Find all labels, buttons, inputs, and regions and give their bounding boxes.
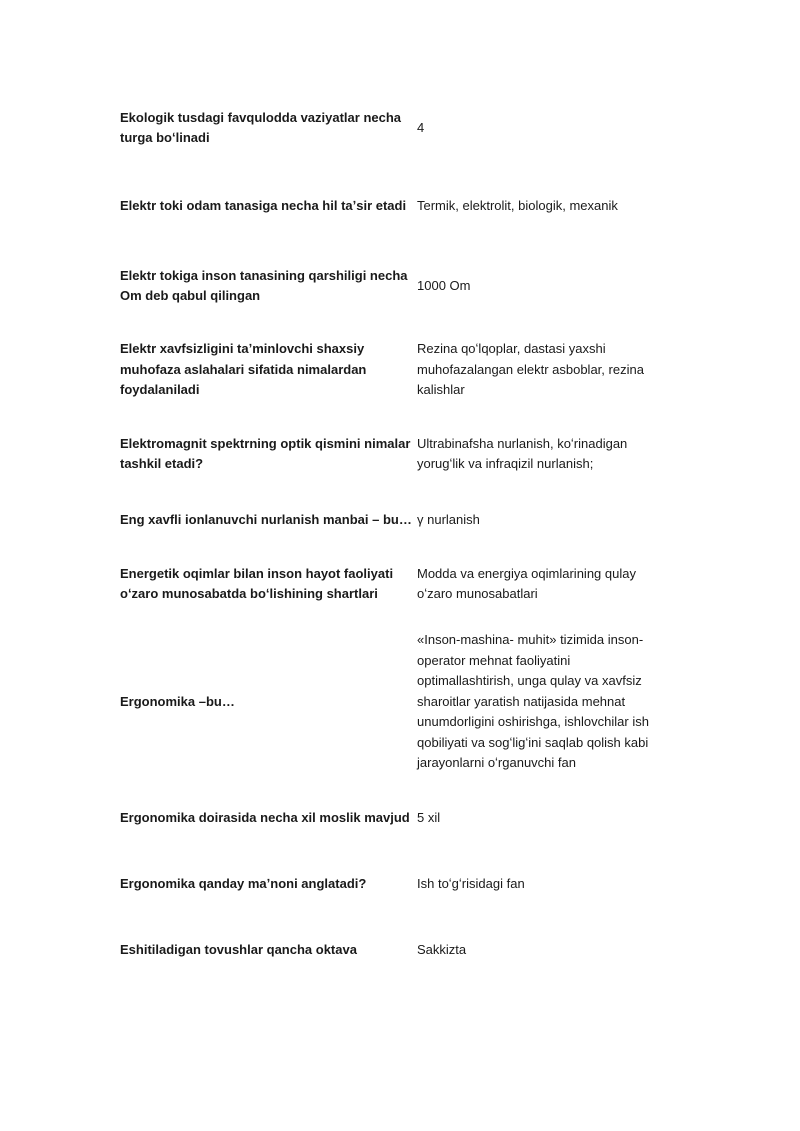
table-row (120, 330, 665, 410)
question-cell: Eng xavfli ionlanuvchi nurlanish manbai – bu… (120, 511, 412, 527)
table-row (120, 554, 665, 614)
answer-cell: Termik, elektrolit, biologik, mexanik (417, 197, 618, 213)
question-cell: Eshitiladigan tovushlar qancha oktava (120, 941, 357, 957)
table-row (120, 100, 665, 156)
question-cell: Ergonomika doirasida necha xil moslik mavjud (120, 809, 410, 825)
table-row (120, 622, 665, 782)
table-row (120, 170, 665, 242)
table-row (120, 928, 665, 972)
question-cell: Elektr xavfsizligini taʼminlovchi shaxsiy muhofaza aslahalari sifatida nimalardan foydalaniladi (120, 341, 367, 398)
qa-table (120, 100, 665, 972)
answer-cell: 5 xil (417, 809, 441, 825)
question-cell: Ekologik tusdagi favqulodda vaziyatlar necha turga boʻlinadi (120, 109, 402, 145)
answer-cell: γ nurlanish (417, 511, 480, 527)
answer-cell: 4 (417, 119, 425, 135)
table-row (120, 426, 665, 482)
question-cell: Ergonomika –bu… (120, 693, 235, 709)
question-cell: Energetik oqimlar bilan inson hayot faoliyati oʻzaro munosabatda boʻlishining shartlari (120, 565, 394, 601)
answer-cell: «Inson-mashina- muhit» tizimida inson-operator mehnat faoliyatini optimallashtirish, unga qulay va xavfsiz sharoitlar yaratish natijasida mehnat unumdorligini oshirishga, ishlovchilar ish qobiliyati va sogʻligʻini saqlab qolish kabi jarayonlarni oʻrganuvchi fan (417, 632, 649, 771)
question-cell: Ergonomika qanday maʼnoni anglatadi? (120, 875, 367, 891)
answer-cell: 1000 Om (417, 277, 471, 293)
table-row (120, 862, 665, 906)
table-row (120, 796, 665, 840)
table-row (120, 498, 665, 542)
answer-cell: Modda va energiya oqimlarining qulay oʻzaro munosabatlari (417, 565, 636, 601)
answer-cell: Ultrabinafsha nurlanish, koʻrinadigan yorugʻlik va infraqizil nurlanish; (417, 435, 628, 471)
question-cell: Elektromagnit spektrning optik qismini nimalar tashkil etadi? (120, 435, 411, 471)
table-row (120, 254, 665, 318)
answer-cell: Rezina qoʻlqoplar, dastasi yaxshi muhofazalangan elektr asboblar, rezina kalishlar (417, 341, 644, 398)
question-cell: Elektr tokiga inson tanasining qarshiligi necha Om deb qabul qilingan (120, 267, 408, 303)
answer-cell: Sakkizta (417, 941, 467, 957)
question-cell: Elektr toki odam tanasiga necha hil taʼsir etadi (120, 197, 407, 213)
answer-cell: Ish toʻgʻrisidagi fan (417, 875, 525, 891)
